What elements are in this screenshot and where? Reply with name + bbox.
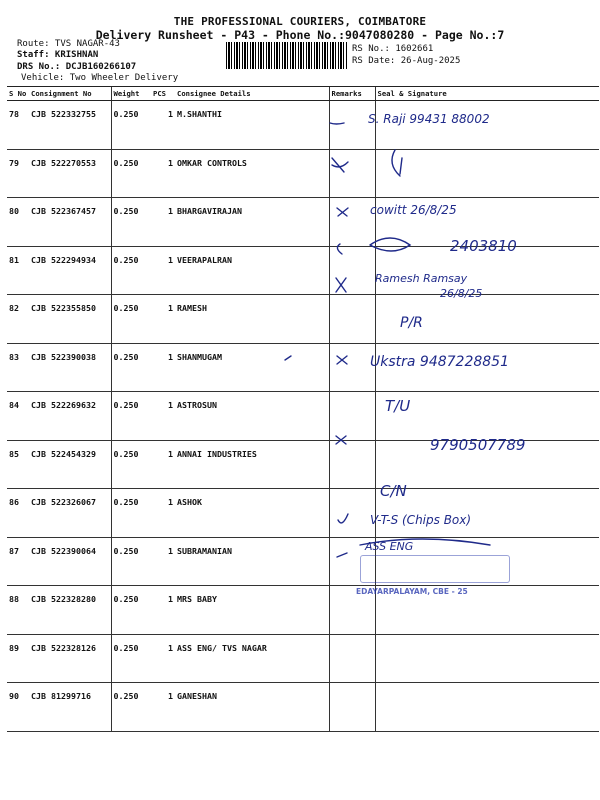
signature-r87: C/N bbox=[380, 482, 407, 500]
weight-cell: 0.250 bbox=[111, 149, 151, 198]
weight-cell: 0.250 bbox=[111, 634, 151, 683]
signature-r80: cowitt 26/8/25 bbox=[370, 203, 457, 217]
staff-label: Staff: KRISHNAN bbox=[17, 50, 99, 60]
col-weight: Weight bbox=[111, 87, 151, 101]
signature-r89: ASS ENG bbox=[365, 540, 414, 553]
col-sno: S No bbox=[7, 87, 29, 101]
pcs-cell: 1 bbox=[151, 246, 175, 295]
consignment-cell: CJB 522454329 bbox=[29, 440, 111, 489]
weight-cell: 0.250 bbox=[111, 392, 151, 441]
signature-r81: 2403810 bbox=[450, 237, 517, 255]
col-remarks: Remarks bbox=[329, 87, 375, 101]
company-stamp bbox=[360, 555, 510, 585]
pcs-cell: 1 bbox=[151, 440, 175, 489]
sno-cell: 90 bbox=[7, 683, 29, 732]
cross-mark bbox=[336, 278, 346, 292]
pcs-cell: 1 bbox=[151, 586, 175, 635]
consignment-cell: CJB 522390038 bbox=[29, 343, 111, 392]
col-seal-signature: Seal & Signature bbox=[375, 87, 599, 101]
rs-date: RS Date: 26-Aug-2025 bbox=[352, 56, 461, 66]
runsheet-subtitle: Delivery Runsheet - P43 - Phone No.:9047080280 - Page No.:7 bbox=[95, 28, 505, 42]
sno-cell: 81 bbox=[7, 246, 29, 295]
pcs-cell: 1 bbox=[151, 489, 175, 538]
consignment-cell: CJB 522355850 bbox=[29, 295, 111, 344]
pcs-cell: 1 bbox=[151, 343, 175, 392]
pcs-cell: 1 bbox=[151, 101, 175, 150]
signature-r88: V-T-S (Chips Box) bbox=[370, 513, 472, 527]
sno-cell: 85 bbox=[7, 440, 29, 489]
weight-cell: 0.250 bbox=[111, 537, 151, 586]
consignment-cell: CJB 522367457 bbox=[29, 198, 111, 247]
col-pcs: PCS bbox=[151, 87, 175, 101]
sno-cell: 79 bbox=[7, 149, 29, 198]
dash-mark bbox=[337, 553, 347, 557]
rs-number: RS No.: 1602661 bbox=[352, 44, 434, 54]
consignee-cell: VEERAPALRAN bbox=[175, 246, 329, 295]
signature-r83: P/R bbox=[400, 315, 423, 331]
signature-r84: Ukstra 9487228851 bbox=[370, 354, 509, 370]
signature-r85: T/U bbox=[385, 397, 411, 415]
consignment-cell: CJB 522326067 bbox=[29, 489, 111, 538]
sno-cell: 88 bbox=[7, 586, 29, 635]
cross-mark bbox=[332, 158, 348, 172]
weight-cell: 0.250 bbox=[111, 198, 151, 247]
company-title: THE PROFESSIONAL COURIERS, COIMBATORE bbox=[173, 15, 427, 28]
pcs-cell: 1 bbox=[151, 392, 175, 441]
consignee-cell: ASHOK bbox=[175, 489, 329, 538]
consignment-cell: CJB 81299716 bbox=[29, 683, 111, 732]
consignment-cell: CJB 522328280 bbox=[29, 586, 111, 635]
cross-mark bbox=[336, 436, 346, 444]
sno-cell: 80 bbox=[7, 198, 29, 247]
weight-cell: 0.250 bbox=[111, 295, 151, 344]
pcs-cell: 1 bbox=[151, 537, 175, 586]
sno-cell: 82 bbox=[7, 295, 29, 344]
consignee-cell: MRS BABY bbox=[175, 586, 329, 635]
sno-cell: 84 bbox=[7, 392, 29, 441]
sno-cell: 78 bbox=[7, 101, 29, 150]
consignee-cell: RAMESH bbox=[175, 295, 329, 344]
weight-cell: 0.250 bbox=[111, 101, 151, 150]
drs-label: DRS No.: DCJB160266107 bbox=[17, 62, 137, 72]
route-label: Route: TVS NAGAR-43 bbox=[17, 39, 120, 49]
consignment-cell: CJB 522328126 bbox=[29, 634, 111, 683]
sno-cell: 83 bbox=[7, 343, 29, 392]
check-mark bbox=[330, 123, 344, 124]
pcs-cell: 1 bbox=[151, 683, 175, 732]
sno-cell: 87 bbox=[7, 537, 29, 586]
signature-r82-date: 26/8/25 bbox=[440, 287, 483, 300]
pcs-cell: 1 bbox=[151, 149, 175, 198]
cross-mark bbox=[337, 208, 348, 216]
consignment-cell: CJB 522390064 bbox=[29, 537, 111, 586]
signature-r82-name: Ramesh Ramsay bbox=[375, 272, 468, 285]
check-mark bbox=[337, 244, 342, 254]
pcs-cell: 1 bbox=[151, 198, 175, 247]
weight-cell: 0.250 bbox=[111, 489, 151, 538]
signature-r78: S. Raji 99431 88002 bbox=[368, 112, 490, 126]
consignment-cell: CJB 522269632 bbox=[29, 392, 111, 441]
col-consignee: Consignee Details bbox=[175, 87, 329, 101]
weight-cell: 0.250 bbox=[111, 246, 151, 295]
scribble-mark bbox=[392, 150, 402, 176]
signature-r86: 9790507789 bbox=[430, 436, 526, 454]
consignment-cell: CJB 522294934 bbox=[29, 246, 111, 295]
consignee-cell: M.SHANTHI bbox=[175, 101, 329, 150]
consignee-cell: GANESHAN bbox=[175, 683, 329, 732]
check-mark bbox=[338, 514, 348, 523]
col-consignment: Consignment No bbox=[29, 87, 111, 101]
weight-cell: 0.250 bbox=[111, 683, 151, 732]
sno-cell: 89 bbox=[7, 634, 29, 683]
consignee-cell: SUBRAMANIAN bbox=[175, 537, 329, 586]
consignment-cell: CJB 522270553 bbox=[29, 149, 111, 198]
cross-mark bbox=[337, 356, 347, 364]
vehicle-label: Vehicle: Two Wheeler Delivery bbox=[21, 73, 179, 83]
consignee-cell: OMKAR CONTROLS bbox=[175, 149, 329, 198]
pcs-cell: 1 bbox=[151, 295, 175, 344]
scribble-mark bbox=[370, 238, 410, 251]
weight-cell: 0.250 bbox=[111, 586, 151, 635]
consignee-cell: ASTROSUN bbox=[175, 392, 329, 441]
tick-mark bbox=[285, 356, 291, 360]
consignee-cell: ANNAI INDUSTRIES bbox=[175, 440, 329, 489]
consignment-cell: CJB 522332755 bbox=[29, 101, 111, 150]
consignee-cell: SHANMUGAM bbox=[175, 343, 329, 392]
weight-cell: 0.250 bbox=[111, 440, 151, 489]
stamp-address: EDAYARPALAYAM, CBE - 25 bbox=[356, 587, 468, 596]
weight-cell: 0.250 bbox=[111, 343, 151, 392]
sno-cell: 86 bbox=[7, 489, 29, 538]
consignee-cell: ASS ENG/ TVS NAGAR bbox=[175, 634, 329, 683]
pcs-cell: 1 bbox=[151, 634, 175, 683]
consignee-cell: BHARGAVIRAJAN bbox=[175, 198, 329, 247]
